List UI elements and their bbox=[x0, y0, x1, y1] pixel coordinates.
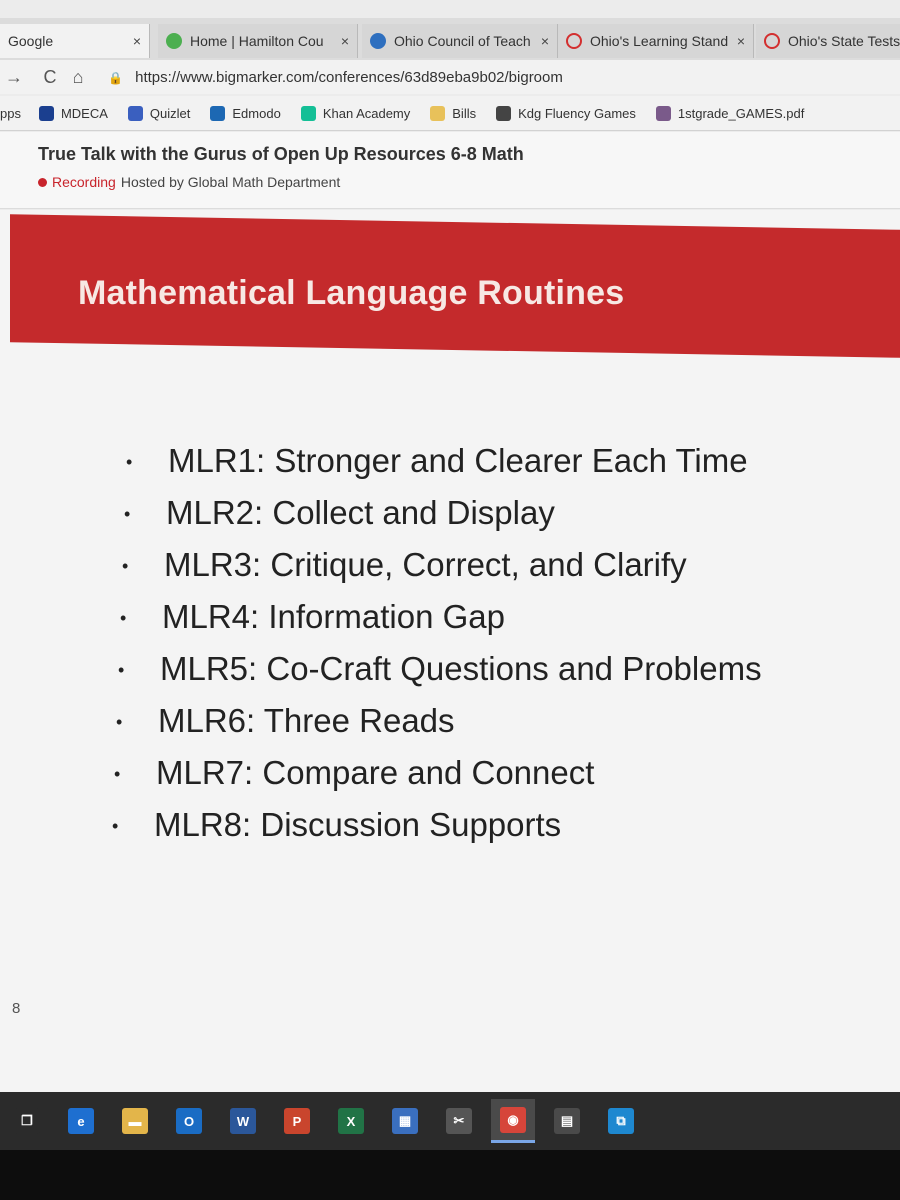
mlr-list-item bbox=[126, 442, 748, 480]
browser-tab[interactable] bbox=[362, 24, 558, 58]
browser-tab[interactable] bbox=[0, 24, 150, 58]
tab-title: Home | Hamilton Cou bbox=[190, 33, 324, 49]
mlr-list-item bbox=[116, 702, 455, 740]
bookmark-icon bbox=[39, 106, 54, 121]
taskbar bbox=[0, 1092, 900, 1150]
monitor-bezel bbox=[0, 1150, 900, 1200]
tab-title: Google bbox=[8, 33, 54, 49]
outlook-taskbar-button[interactable] bbox=[167, 1099, 211, 1143]
mlr-item-text: MLR6: Three Reads bbox=[158, 702, 455, 739]
bookmark-icon bbox=[656, 106, 671, 121]
bookmark-icon bbox=[301, 106, 316, 121]
bullet-icon: • bbox=[114, 764, 121, 784]
bookmark-label: Quizlet bbox=[149, 105, 191, 121]
bookmark-item[interactable] bbox=[128, 106, 190, 121]
edge-icon: e bbox=[68, 1108, 94, 1134]
mlr-item-text: MLR5: Co-Craft Questions and Problems bbox=[160, 650, 762, 687]
word-icon: W bbox=[230, 1108, 256, 1134]
store-taskbar-button[interactable] bbox=[383, 1099, 427, 1143]
bookmark-item[interactable] bbox=[496, 106, 636, 121]
mlr-item-text: MLR1: Stronger and Clearer Each Time bbox=[168, 442, 748, 479]
chrome-taskbar-button[interactable] bbox=[491, 1099, 535, 1143]
mlr-item-text: MLR7: Compare and Connect bbox=[156, 754, 595, 791]
chrome-icon: ◉ bbox=[500, 1107, 526, 1133]
snipping-tool-taskbar-button[interactable] bbox=[437, 1099, 481, 1143]
slide-title: Mathematical Language Routines bbox=[78, 274, 625, 312]
tab-title: Ohio's Learning Stand bbox=[590, 33, 729, 49]
bullet-icon: • bbox=[118, 660, 125, 680]
close-icon[interactable]: × bbox=[540, 33, 549, 49]
bookmark-icon bbox=[430, 106, 445, 121]
hosted-by: Hosted by Global Math Department bbox=[120, 174, 341, 190]
task-view-icon: ❐ bbox=[14, 1108, 40, 1134]
browser-tab[interactable] bbox=[158, 24, 358, 58]
bookmark-item[interactable] bbox=[39, 106, 108, 121]
outlook-icon: O bbox=[176, 1108, 202, 1134]
recording-label: Recording bbox=[52, 174, 116, 190]
home-icon[interactable]: ⌂ bbox=[72, 66, 84, 87]
ohio-tests-tab-icon bbox=[764, 33, 780, 49]
bookmark-label: Khan Academy bbox=[322, 105, 411, 121]
bookmark-icon bbox=[210, 106, 225, 121]
bookmark-item[interactable] bbox=[430, 106, 476, 121]
address-bar[interactable] bbox=[108, 69, 563, 86]
mlr-item-text: MLR4: Information Gap bbox=[162, 598, 505, 635]
forward-icon[interactable]: → bbox=[5, 66, 23, 87]
remote-desktop-icon: ⧉ bbox=[608, 1108, 634, 1134]
file-explorer-icon: ▬ bbox=[122, 1108, 148, 1134]
mlr-list-item bbox=[124, 494, 555, 532]
bookmark-label: Bills bbox=[452, 105, 477, 121]
url-text: https://www.bigmarker.com/conferences/63d89eba9b02/bigroom bbox=[135, 68, 563, 86]
excel-icon: X bbox=[338, 1108, 364, 1134]
slide-page-number: 8 bbox=[12, 1000, 21, 1017]
bullet-icon: • bbox=[120, 608, 127, 628]
browser-toolbar bbox=[0, 60, 900, 94]
mlr-item-text: MLR8: Discussion Supports bbox=[154, 806, 562, 843]
calculator-icon: ▤ bbox=[554, 1108, 580, 1134]
bookmark-icon bbox=[128, 106, 143, 121]
hamilton-tab-icon bbox=[166, 33, 182, 49]
bookmark-label: MDECA bbox=[60, 105, 108, 121]
slide bbox=[0, 210, 900, 1118]
tab-title: Ohio Council of Teach bbox=[394, 33, 531, 49]
mlr-list-item bbox=[118, 650, 762, 688]
mlr-list-item bbox=[112, 806, 562, 844]
mlr-list-item bbox=[122, 546, 687, 584]
task-view-taskbar-button[interactable] bbox=[5, 1099, 49, 1143]
bookmarks-bar bbox=[0, 96, 900, 131]
ohio-council-tab-icon bbox=[370, 33, 386, 49]
file-explorer-taskbar-button[interactable] bbox=[113, 1099, 157, 1143]
conference-header bbox=[0, 132, 900, 209]
calculator-taskbar-button[interactable] bbox=[545, 1099, 589, 1143]
bookmark-label: Edmodo bbox=[232, 105, 281, 121]
bullet-icon: • bbox=[124, 504, 131, 524]
recording-dot-icon bbox=[38, 178, 47, 187]
reload-icon[interactable]: C bbox=[43, 66, 57, 87]
bullet-icon: • bbox=[122, 556, 129, 576]
browser-tab[interactable] bbox=[558, 24, 754, 58]
mlr-list-item bbox=[120, 598, 505, 636]
excel-taskbar-button[interactable] bbox=[329, 1099, 373, 1143]
edge-taskbar-button[interactable] bbox=[59, 1099, 103, 1143]
powerpoint-taskbar-button[interactable] bbox=[275, 1099, 319, 1143]
browser-tab[interactable] bbox=[756, 24, 900, 58]
tab-strip bbox=[0, 18, 900, 61]
bookmark-item[interactable] bbox=[210, 106, 280, 121]
bookmark-label: 1stgrade_GAMES.pdf bbox=[677, 105, 805, 121]
tab-title: Ohio's State Tests bbox=[788, 33, 900, 49]
lock-icon: 🔒 bbox=[108, 70, 123, 85]
mlr-list bbox=[0, 210, 900, 1110]
close-icon[interactable]: × bbox=[132, 33, 141, 49]
bookmark-item[interactable] bbox=[301, 106, 410, 121]
bookmark-item[interactable] bbox=[656, 106, 804, 121]
close-icon[interactable]: × bbox=[340, 33, 349, 49]
word-taskbar-button[interactable] bbox=[221, 1099, 265, 1143]
bullet-icon: • bbox=[126, 452, 133, 472]
conference-subtitle bbox=[38, 174, 340, 190]
bullet-icon: • bbox=[112, 816, 119, 836]
bookmark-label: Kdg Fluency Games bbox=[518, 105, 636, 121]
bookmark-icon bbox=[496, 106, 511, 121]
mlr-item-text: MLR2: Collect and Display bbox=[166, 494, 555, 531]
conference-title: True Talk with the Gurus of Open Up Resources 6-8 Math bbox=[38, 144, 524, 164]
mlr-item-text: MLR3: Critique, Correct, and Clarify bbox=[164, 546, 687, 583]
close-icon[interactable]: × bbox=[736, 33, 745, 49]
powerpoint-icon: P bbox=[284, 1108, 310, 1134]
remote-desktop-taskbar-button[interactable] bbox=[599, 1099, 643, 1143]
store-icon: ▦ bbox=[392, 1108, 418, 1134]
mlr-list-item bbox=[114, 754, 595, 792]
snipping-tool-icon: ✂ bbox=[446, 1108, 472, 1134]
ohio-learning-tab-icon bbox=[566, 33, 582, 49]
bookmark-apps[interactable]: pps bbox=[0, 105, 21, 121]
bullet-icon: • bbox=[116, 712, 123, 732]
